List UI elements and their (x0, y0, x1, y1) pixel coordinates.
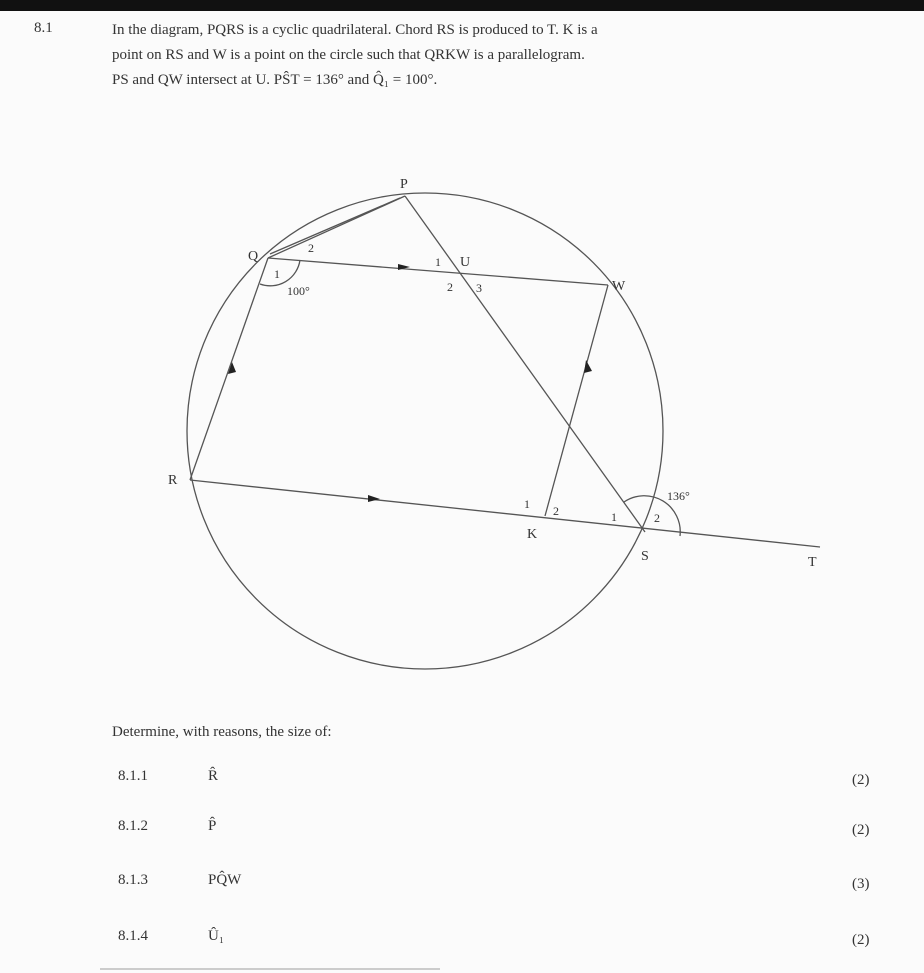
circle (187, 193, 663, 669)
angle-s2: 2 (654, 511, 660, 525)
intro-line: In the diagram, PQRS is a cyclic quadrilateral. Chord RS is produced to T. K is a (112, 22, 598, 38)
subquestion-marks: (2) (852, 822, 870, 838)
subquestion-number: 8.1.3 (118, 872, 148, 888)
parallel-arrow-rs (368, 495, 380, 502)
subquestion-marks: (2) (852, 772, 870, 788)
label-q: Q (248, 249, 259, 264)
parallel-arrow-kw (584, 360, 592, 373)
label-k: K (527, 527, 538, 542)
subquestion-marks: (3) (852, 876, 870, 892)
label-s: S (641, 549, 649, 564)
intro-line: PS and QW intersect at U. PŜT = 136° and Q̂₁ = 100°. (112, 72, 438, 88)
angle-q1: 1 (274, 267, 280, 281)
subquestion-item: PQ̂W (208, 872, 242, 888)
subquestion-marks: (2) (852, 932, 870, 948)
divider (100, 968, 440, 970)
angle-s1: 1 (611, 510, 617, 524)
subquestion-item: P̂ (208, 818, 217, 834)
label-w: W (612, 279, 626, 294)
subquestion-item: R̂ (208, 768, 219, 784)
angle-k1: 1 (524, 497, 530, 511)
label-p: P (400, 177, 408, 192)
subquestion-item: Û₁ (208, 928, 225, 944)
line-kw (545, 285, 608, 516)
angle-s-value: 136° (667, 489, 690, 503)
line-ps (405, 196, 645, 532)
angle-u1: 1 (435, 255, 441, 269)
angle-q1-value: 100° (287, 284, 310, 298)
label-t: T (808, 555, 817, 570)
angle-q2: 2 (308, 241, 314, 255)
label-u: U (460, 255, 471, 270)
instruction: Determine, with reasons, the size of: (112, 724, 332, 740)
angle-k2: 2 (553, 504, 559, 518)
subquestion-number: 8.1.4 (118, 928, 148, 944)
label-r: R (168, 473, 178, 488)
line-qr (190, 258, 268, 480)
subquestion-number: 8.1.2 (118, 818, 148, 834)
intro-line: point on RS and W is a point on the circle such that QRKW is a parallelogram. (112, 47, 585, 63)
line-rt (190, 480, 820, 547)
angle-u3: 3 (476, 281, 482, 295)
chord-pq-outer (270, 198, 400, 254)
angle-u2: 2 (447, 280, 453, 294)
question-number: 8.1 (34, 20, 53, 36)
subquestion-number: 8.1.1 (118, 768, 148, 784)
